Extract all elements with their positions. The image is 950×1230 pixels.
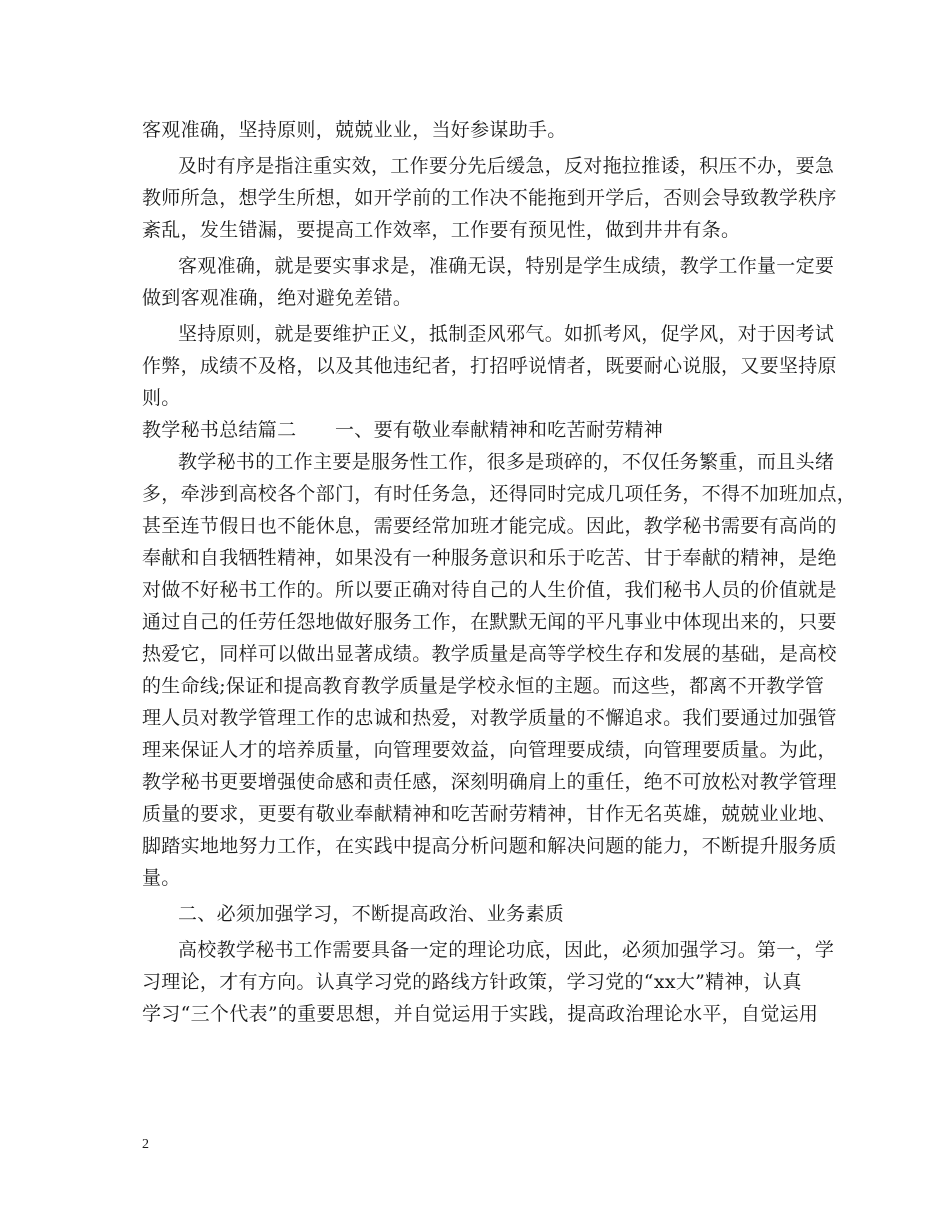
- text-line: 甚至连节假日也不能休息，需要经常加班才能完成。因此，教学秘书需要有高尚的: [142, 515, 837, 537]
- text-line: 则。: [142, 387, 181, 409]
- text-line: 坚持原则，就是要维护正义，抵制歪风邪气。如抓考风，促学风，对于因考试: [178, 323, 835, 345]
- text-line: 脚踏实地地努力工作，在实践中提高分析问题和解决问题的能力，不断提升服务质: [142, 835, 837, 857]
- text-line: 多，牵涉到高校各个部门，有时任务急，还得同时完成几项任务，不得不加班加点，: [142, 483, 857, 505]
- text-line: 作弊，成绩不及格，以及其他违纪者，打招呼说情者，既要耐心说服，又要坚持原: [142, 355, 837, 377]
- text-line: 奉献和自我牺牲精神，如果没有一种服务意识和乐于吃苦、甘于奉献的精神，是绝: [142, 547, 837, 569]
- text-line: 通过自己的任劳任怨地做好服务工作，在默默无闻的平凡事业中体现出来的，只要: [142, 611, 837, 633]
- text-line: 习理论，才有方向。认真学习党的路线方针政策，学习党的“xx大”精神，认真: [142, 971, 802, 993]
- document-body: [142, 114, 857, 1030]
- text-line: 学习“三个代表”的重要思想，并自觉运用于实践，提高政治理论水平，自觉运用: [142, 1003, 819, 1025]
- page-number: 2: [142, 1137, 149, 1152]
- text-line: 理人员对教学管理工作的忠诚和热爱，对教学质量的不懈追求。我们要通过加强管: [142, 707, 837, 729]
- text-line: 教学秘书更要增强使命感和责任感，深刻明确肩上的重任，绝不可放松对教学管理: [142, 771, 837, 793]
- text-line: 的生命线;保证和提高教育教学质量是学校永恒的主题。而这些，都离不开教学管: [142, 675, 825, 697]
- text-line: 热爱它，同样可以做出显著成绩。教学质量是高等学校生存和发展的基础，是高校: [142, 643, 837, 665]
- text-line: 质量的要求，更要有敬业奉献精神和吃苦耐劳精神，甘作无名英雄，兢兢业业地、: [142, 803, 837, 825]
- text-line: 紊乱，发生错漏，要提高工作效率，工作要有预见性，做到井井有条。: [142, 219, 741, 241]
- text-line: 教学秘书的工作主要是服务性工作，很多是琐碎的，不仅任务繁重，而且头绪: [178, 451, 835, 473]
- text-line: 理来保证人才的培养质量，向管理要效益，向管理要成绩，向管理要质量。为此，: [142, 739, 837, 761]
- text-line: 对做不好秘书工作的。所以要正确对待自己的人生价值，我们秘书人员的价值就是: [142, 579, 837, 601]
- text-line: 客观准确，就是要实事求是，准确无误，特别是学生成绩，教学工作量一定要: [178, 255, 835, 277]
- text-line: 高校教学秘书工作需要具备一定的理论功底，因此，必须加强学习。第一，学: [178, 939, 835, 961]
- text-line: 做到客观准确，绝对避免差错。: [142, 287, 413, 309]
- text-line: 教师所急，想学生所想，如开学前的工作决不能拖到开学后，否则会导致教学秩序: [142, 187, 837, 209]
- section-heading: 二、必须加强学习，不断提高政治、业务素质: [178, 903, 565, 925]
- text-line: 客观准确，坚持原则，兢兢业业，当好参谋助手。: [142, 119, 567, 141]
- section-heading: 教学秘书总结篇二 一、要有敬业奉献精神和吃苦耐劳精神: [142, 419, 664, 441]
- text-line: 及时有序是指注重实效，工作要分先后缓急，反对拖拉推诿，积压不办，要急: [178, 155, 835, 177]
- text-line: 量。: [142, 867, 181, 889]
